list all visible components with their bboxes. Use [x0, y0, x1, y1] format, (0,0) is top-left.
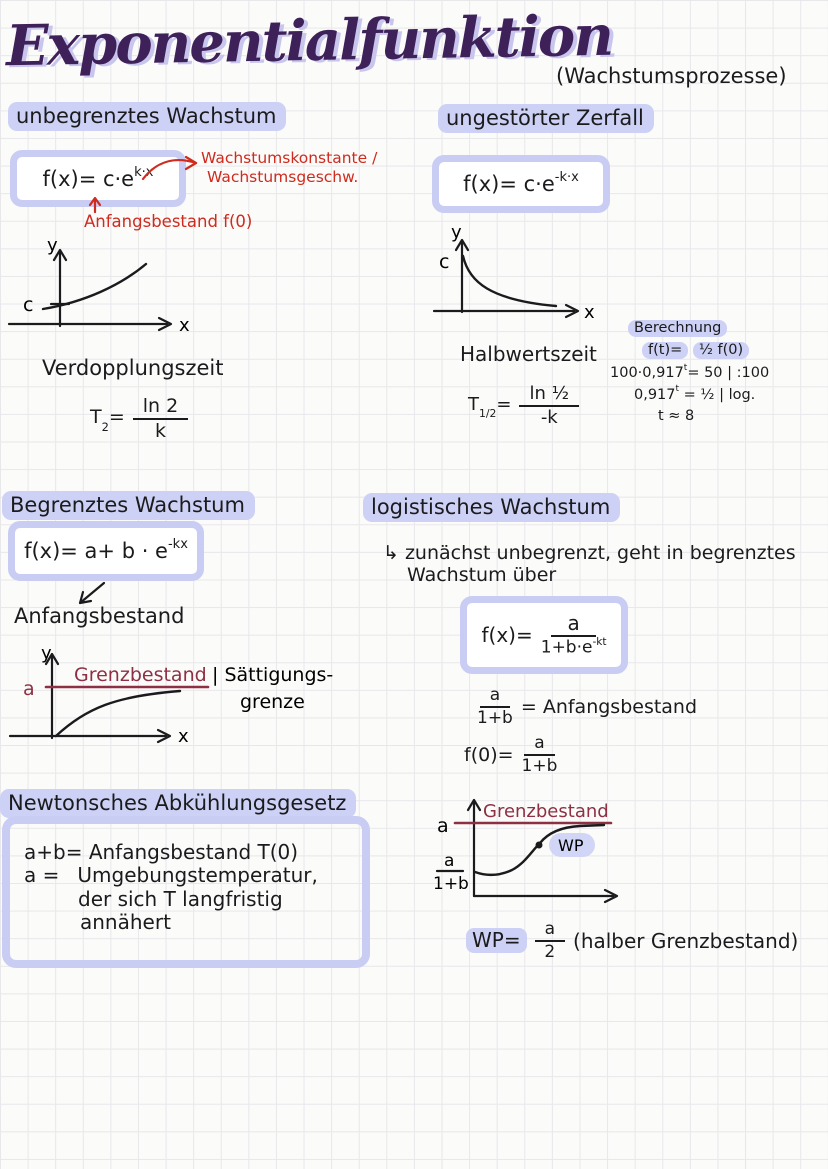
verdopplungszeit-label: Verdopplungszeit	[42, 356, 224, 380]
f0-lhs: f(0)=	[464, 743, 514, 766]
logistisch-f0-line	[464, 734, 557, 775]
verdopplung-numerator: ln 2	[133, 396, 188, 420]
formula-zerfall-base: f(x)= c·e	[463, 172, 555, 196]
formula-logistisch-den-base: 1+b·e	[540, 637, 593, 658]
growth-graph-c-label: c	[23, 294, 34, 316]
arrow-down-left-icon	[70, 579, 110, 607]
anfang-numerator: a	[480, 686, 510, 708]
formula-logistisch-denominator	[541, 637, 607, 657]
f0-denominator: 1+b	[521, 755, 558, 776]
formula-begrenzt-base: f(x)= a+ b · e	[24, 539, 168, 563]
f0-fraction	[522, 734, 558, 775]
halbwert-numerator: ln ½	[519, 384, 579, 407]
wp-lhs: WP=	[466, 928, 527, 953]
verdopplung-eq: =	[108, 406, 125, 429]
heading-newton: Newtonsches Abkühlungsgesetz	[0, 789, 356, 818]
verdopplung-T-sub: 2	[101, 420, 109, 435]
decay-graph-y-label: y	[451, 222, 462, 243]
newton-line1: a+b= Anfangsbestand T(0)	[24, 840, 299, 864]
newton-line4: annähert	[80, 910, 171, 935]
newton-line2a: a =	[24, 863, 60, 888]
berechnung-block	[606, 320, 826, 424]
berechnung-heading: Berechnung	[628, 320, 727, 337]
formula-logistisch-fraction	[541, 612, 607, 657]
berechnung-line2a: 100·0,917	[610, 364, 684, 381]
heading-begrenztes-wachstum: Begrenztes Wachstum	[2, 491, 255, 520]
formula-logistisch	[482, 612, 607, 657]
decay-graph	[428, 224, 613, 324]
note-wachstumskonstante-line1: Wachstumskonstante /	[201, 149, 378, 167]
anfang-rhs: = Anfangsbestand	[520, 695, 698, 718]
verdopplung-denominator: k	[155, 419, 167, 442]
halbwertszeit-label: Halbwertszeit	[460, 342, 597, 366]
verdopplung-lhs	[90, 406, 125, 435]
berechnung-line3-sup: t	[675, 384, 680, 395]
berechnung-line1a: f(t)=	[642, 342, 688, 359]
formula-unbegrenzt-base: f(x)= c·e	[42, 166, 135, 191]
formula-box-logistisch	[460, 596, 628, 674]
limited-growth-graph	[8, 643, 353, 748]
formula-logistisch-lhs: f(x)=	[481, 623, 533, 647]
halbwert-lhs	[468, 394, 512, 421]
page-title: Exponentialfunktion	[5, 2, 613, 80]
newton-line2	[24, 864, 354, 887]
berechnung-line3a: 0,917	[634, 386, 676, 403]
formula-zerfall	[463, 172, 579, 196]
verdopplung-fraction	[133, 396, 188, 442]
formula-logistisch-den-exponent: -kt	[592, 635, 607, 648]
berechnung-line1b: ½ f(0)	[693, 342, 749, 359]
formula-unbegrenzt	[42, 164, 154, 191]
logistic-graph	[425, 792, 645, 904]
verdopplung-T: T	[90, 406, 102, 429]
anfangsbestand-label: Anfangsbestand	[14, 604, 185, 628]
saettigungsgrenze-label-line1: | Sättigungs-	[212, 664, 334, 686]
halbwertszeit-formula	[468, 384, 579, 428]
page-subtitle: (Wachstumsprozesse)	[556, 64, 787, 88]
newton-box	[2, 816, 370, 968]
formula-box-begrenzt	[8, 521, 204, 581]
anfang-fraction	[477, 686, 513, 727]
formula-zerfall-exponent: -k·x	[554, 170, 579, 186]
logistic-frac-denominator: 1+b	[433, 874, 469, 894]
verdopplungszeit-formula	[90, 396, 188, 442]
wp-label: WP	[558, 836, 584, 855]
formula-begrenzt-exponent: -kx	[167, 537, 188, 553]
berechnung-line1	[642, 342, 826, 359]
note-anfangsbestand: Anfangsbestand f(0)	[84, 212, 253, 231]
wp-fraction	[535, 920, 565, 961]
growth-graph-y-label: y	[47, 235, 58, 256]
logistisch-anfangsbestand-line	[477, 686, 697, 727]
wp-formula-line	[466, 920, 798, 961]
logistic-grenzbestand-label: Grenzbestand	[483, 801, 609, 822]
decay-graph-x-label: x	[584, 302, 595, 323]
limited-graph-y-label: y	[41, 643, 52, 664]
heading-unbegrenztes-wachstum: unbegrenztes Wachstum	[8, 102, 286, 131]
formula-unbegrenzt-exponent: k·x	[134, 164, 154, 180]
formula-logistisch-numerator: a	[551, 612, 595, 637]
formula-begrenzt	[24, 539, 188, 563]
saettigungsgrenze-label-line2: grenze	[240, 691, 305, 713]
anfang-denominator: 1+b	[477, 707, 513, 728]
newton-line3: der sich T langfristig	[78, 886, 283, 911]
logistisch-note-line1: ↳ zunächst unbegrenzt, geht in begrenztes	[383, 542, 796, 564]
halbwert-eq: =	[496, 394, 512, 415]
berechnung-line2-sup: t	[683, 362, 688, 373]
wp-numerator: a	[535, 920, 565, 942]
berechnung-line2	[610, 364, 826, 381]
halbwert-denominator: -k	[540, 406, 558, 428]
berechnung-line4: t ≈ 8	[658, 407, 695, 424]
note-wachstumskonstante-line2: Wachstumsgeschw.	[207, 168, 359, 186]
halbwert-T-sub: 1/2	[479, 407, 497, 421]
formula-box-zerfall	[432, 155, 610, 213]
berechnung-line2b: = 50 | :100	[687, 364, 770, 381]
grenzbestand-label: Grenzbestand	[74, 664, 207, 686]
limited-graph-x-label: x	[178, 726, 189, 747]
logistisch-note-line2: Wachstum über	[407, 564, 557, 586]
heading-logistisches-wachstum: logistisches Wachstum	[363, 493, 620, 522]
halbwert-fraction	[519, 384, 579, 428]
berechnung-heading-row	[628, 320, 826, 337]
growth-graph-x-label: x	[179, 315, 190, 336]
heading-ungestoerter-zerfall: ungestörter Zerfall	[438, 104, 654, 133]
logistic-graph-a-label: a	[437, 815, 449, 837]
berechnung-line3	[634, 386, 826, 403]
initial-value-arrow-icon	[88, 196, 102, 213]
wp-point	[536, 842, 543, 849]
berechnung-line3b: = ½ | log.	[683, 386, 756, 403]
f0-numerator: a	[524, 734, 554, 756]
wp-rhs: (halber Grenzbestand)	[573, 928, 799, 953]
growth-constant-arrow-icon	[140, 152, 204, 182]
halbwert-T: T	[468, 394, 479, 415]
newton-line2b: Umgebungstemperatur,	[77, 863, 318, 888]
logistic-frac-numerator: a	[444, 851, 455, 871]
wp-denominator: 2	[544, 941, 556, 962]
growth-graph	[5, 235, 200, 340]
decay-graph-c-label: c	[439, 251, 450, 273]
limited-graph-a-label: a	[23, 678, 35, 700]
